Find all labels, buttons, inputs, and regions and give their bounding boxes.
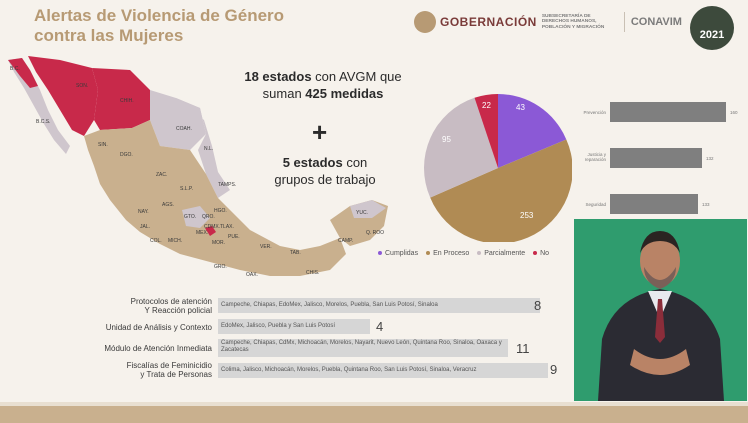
measure-label: Fiscalías de Feminicidio y Trata de Personas — [126, 361, 212, 379]
logo-divider — [624, 12, 625, 32]
gobernacion-logo — [414, 8, 682, 36]
map-label-qro: QRO. — [202, 214, 215, 220]
summary-workgroups — [250, 154, 400, 188]
status-pie-chart — [424, 94, 572, 242]
measure-states: Colima, Jalisco, Michoacán, Morelos, Puebla, Quintana Roo, San Luis Potosí, Sinaloa, Veracruz — [218, 363, 548, 378]
legend-item-cumplidas — [378, 250, 418, 257]
map-label-qroo: Q. ROO — [366, 230, 385, 236]
conavim-logo: CONAVIM — [630, 16, 682, 28]
pie-label-no: 22 — [482, 101, 491, 110]
hbar-value-justicia: 132 — [706, 156, 714, 161]
map-label-coah: COAH. — [176, 126, 192, 132]
hbar-value-seguridad: 133 — [702, 202, 710, 207]
hbar-prevencion — [610, 102, 726, 122]
map-label-mich: MICH. — [168, 238, 183, 244]
summary-line-3 — [250, 154, 400, 171]
legend-label: Parcialmente — [484, 250, 526, 257]
map-central — [84, 120, 346, 276]
measure-states: Campeche, Chiapas, EdoMex, Jalisco, Morelos, Puebla, San Luis Potosí, Sinaloa — [218, 298, 540, 313]
category-bar-chart — [572, 96, 742, 221]
summary-line-2-pre: suman — [262, 86, 306, 101]
map-label-hgo: HGO. — [214, 208, 227, 214]
gob-subtitle: SUBSECRETARÍA DE DERECHOS HUMANOS, POBLACIÓN Y MIGRACIÓN — [541, 13, 605, 30]
map-label-chih: CHIH. — [120, 98, 134, 104]
map-label-son: SON. — [76, 83, 89, 89]
legend-dot-icon — [533, 251, 537, 255]
map-label-col: COL. — [150, 238, 162, 244]
pie-legend — [378, 250, 549, 257]
pie-label-parcialmente: 95 — [442, 135, 451, 144]
summary-line-2 — [228, 85, 418, 102]
summary-headline — [228, 68, 418, 102]
measure-label: Módulo de Atención Inmediata — [104, 344, 212, 353]
hbar-justicia — [610, 148, 702, 168]
slide-title — [34, 6, 284, 46]
map-label-pue: PUE. — [228, 234, 240, 240]
measure-states: EdoMex, Jalisco, Puebla y San Luis Potosí — [218, 319, 370, 334]
workgroup-states-count: 5 estados — [282, 155, 343, 170]
pie-svg — [424, 94, 572, 242]
legend-label: En Proceso — [433, 250, 470, 257]
map-label-gto: GTO. — [184, 214, 197, 220]
map-label-jal: JAL. — [140, 224, 151, 230]
seal-icon — [414, 11, 436, 33]
legend-dot-icon — [477, 251, 481, 255]
title-line-2: contra las Mujeres — [34, 26, 184, 45]
map-label-cdmx: CDMX. — [204, 224, 221, 230]
map-label-zac: ZAC. — [156, 172, 168, 178]
map-label-nl: N.L. — [204, 146, 214, 152]
measure-label: Unidad de Análisis y Contexto — [105, 323, 212, 332]
map-label-gro: GRO. — [214, 264, 227, 270]
map-label-sin: SIN. — [98, 142, 108, 148]
hbar-seguridad — [610, 194, 698, 214]
summary-line-3-rest: con — [342, 155, 368, 170]
measure-count: 4 — [376, 319, 384, 334]
hbar-label-prevencion: Prevención — [583, 110, 606, 115]
hbar-label-justicia: Justicia y reparación — [584, 152, 606, 162]
map-label-bc: B.C. — [10, 66, 20, 72]
legend-item-en-proceso — [426, 250, 469, 257]
legend-label: Cumplidas — [385, 250, 419, 257]
summary-states-count: 18 estados — [244, 69, 312, 84]
measure-count: 9 — [550, 362, 558, 377]
map-label-nay: NAY. — [138, 209, 149, 215]
measure-label: Protocolos de atención Y Reacción policial — [130, 297, 212, 315]
pie-label-en-proceso: 253 — [520, 211, 534, 220]
title-line-1: Alertas de Violencia de Género — [34, 6, 285, 25]
year-badge — [690, 6, 734, 50]
map-label-mor: MOR. — [212, 240, 226, 246]
legend-dot-icon — [378, 251, 382, 255]
interpreter-video — [574, 219, 747, 401]
legend-label: No — [540, 250, 550, 257]
gob-name: GOBERNACIÓN — [440, 15, 537, 29]
map-label-tab: TAB. — [290, 250, 301, 256]
hbar-value-prevencion: 160 — [730, 110, 738, 115]
map-label-oax: OAX. — [246, 272, 258, 278]
legend-dot-icon — [426, 251, 430, 255]
map-label-slp: S.L.P. — [180, 186, 193, 192]
map-label-tlax: TLAX. — [220, 224, 234, 230]
map-label-mex: MEX. — [196, 230, 209, 236]
measure-count: 8 — [534, 298, 542, 313]
measure-states: Campeche, Chiapas, CdMx, Michoacán, Morelos, Nayarit, Nuevo León, Quintana Roo, Sinaloa, Oaxaca y Zacatecas — [218, 339, 508, 357]
map-label-chis: CHIS. — [306, 270, 320, 276]
map-label-tamps: TAMPS. — [218, 182, 237, 188]
map-label-camp: CAMP. — [338, 238, 354, 244]
summary-line-1 — [228, 68, 418, 85]
summary-measures-count: 425 medidas — [305, 86, 384, 101]
badge-year: 2021 — [699, 29, 725, 41]
summary-line-1-rest: con AVGM que — [311, 69, 402, 84]
measure-count: 11 — [516, 341, 530, 356]
interpreter-figure — [574, 219, 747, 401]
hbar-label-seguridad: Seguridad — [585, 202, 606, 207]
plus-sign: + — [312, 117, 328, 147]
summary-line-4: grupos de trabajo — [274, 172, 376, 187]
map-label-ags: AGS. — [162, 202, 174, 208]
map-label-ver: VER. — [260, 244, 272, 250]
map-label-dgo: DGO. — [120, 152, 133, 158]
pie-label-cumplidas: 43 — [516, 103, 525, 112]
map-label-yuc: YUC. — [356, 210, 368, 216]
legend-item-no — [533, 250, 549, 257]
map-label-bcs: B.C.S. — [36, 119, 51, 125]
legend-item-parcialmente — [477, 250, 525, 257]
footer-band — [0, 406, 748, 423]
